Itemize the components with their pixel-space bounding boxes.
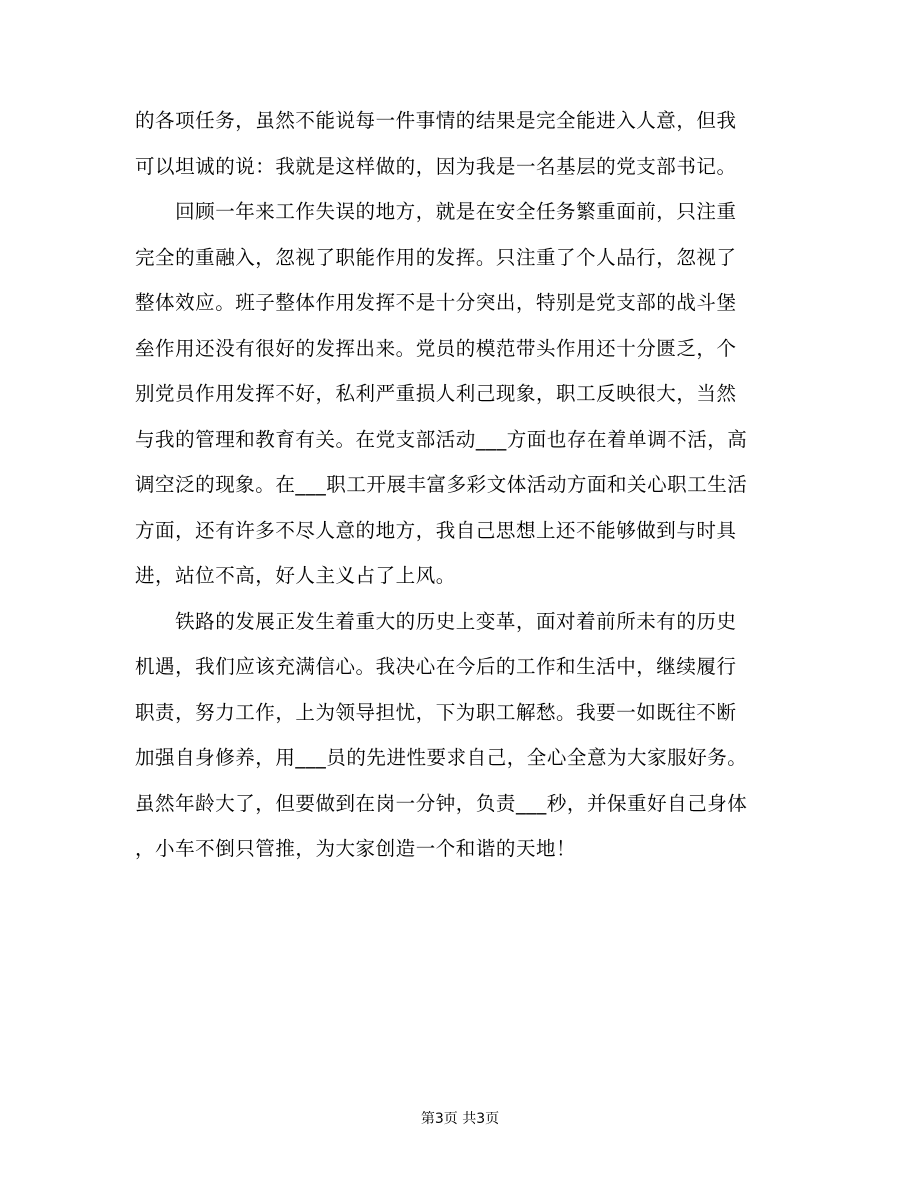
text-line: ，小车不倒只管推，为大家创造一个和谐的天地！ — [135, 837, 577, 860]
text-line: 进，站位不高，好人主义占了上风。 — [135, 564, 456, 587]
text-line: 整体效应。班子整体作用发挥不是十分突出，特别是党支部的战斗堡 — [135, 291, 737, 314]
text-line: 铁路的发展正发生着重大的历史上变革，面对着前所未有的历史 — [135, 609, 737, 633]
text-line: 职责，努力工作，上为领导担忧，下为职工解愁。我要一如既往不断 — [135, 700, 737, 724]
text-line: 虽然年龄大了，但要做到在岗一分钟，负责___秒，并保重好自己身体 — [135, 791, 748, 815]
text-line: 可以坦诚的说：我就是这样做的，因为我是一名基层的党支部书记。 — [135, 154, 737, 178]
text-line: 回顾一年来工作失误的地方，就是在安全任务繁重面前，只注重 — [135, 200, 737, 223]
text-line: 加强自身修养，用___员的先进性要求自己，全心全意为大家服好务。 — [135, 746, 748, 769]
text-line: 与我的管理和教育有关。在党支部活动___方面也存在着单调不活，高 — [135, 427, 748, 451]
page-number: 第3页 共3页 — [420, 1111, 500, 1127]
text-line: 垒作用还没有很好的发挥出来。党员的模范带头作用还十分匮乏，个 — [135, 336, 737, 360]
text-line: 调空泛的现象。在___职工开展丰富多彩文体活动方面和关心职工生活 — [135, 473, 748, 496]
document-body — [135, 98, 780, 872]
text-line: 完全的重融入，忽视了职能作用的发挥。只注重了个人品行，忽视了 — [135, 245, 737, 269]
page-footer — [0, 1109, 920, 1129]
text-line: 的各项任务，虽然不能说每一件事情的结果是完全能进入人意，但我 — [135, 109, 737, 132]
text-line: 别党员作用发挥不好，私利严重损人利己现象，职工反映很大，当然 — [135, 382, 737, 405]
text-line: 方面，还有许多不尽人意的地方，我自己思想上还不能够做到与时具 — [135, 518, 737, 542]
text-line: 机遇，我们应该充满信心。我决心在今后的工作和生活中，继续履行 — [135, 655, 737, 678]
